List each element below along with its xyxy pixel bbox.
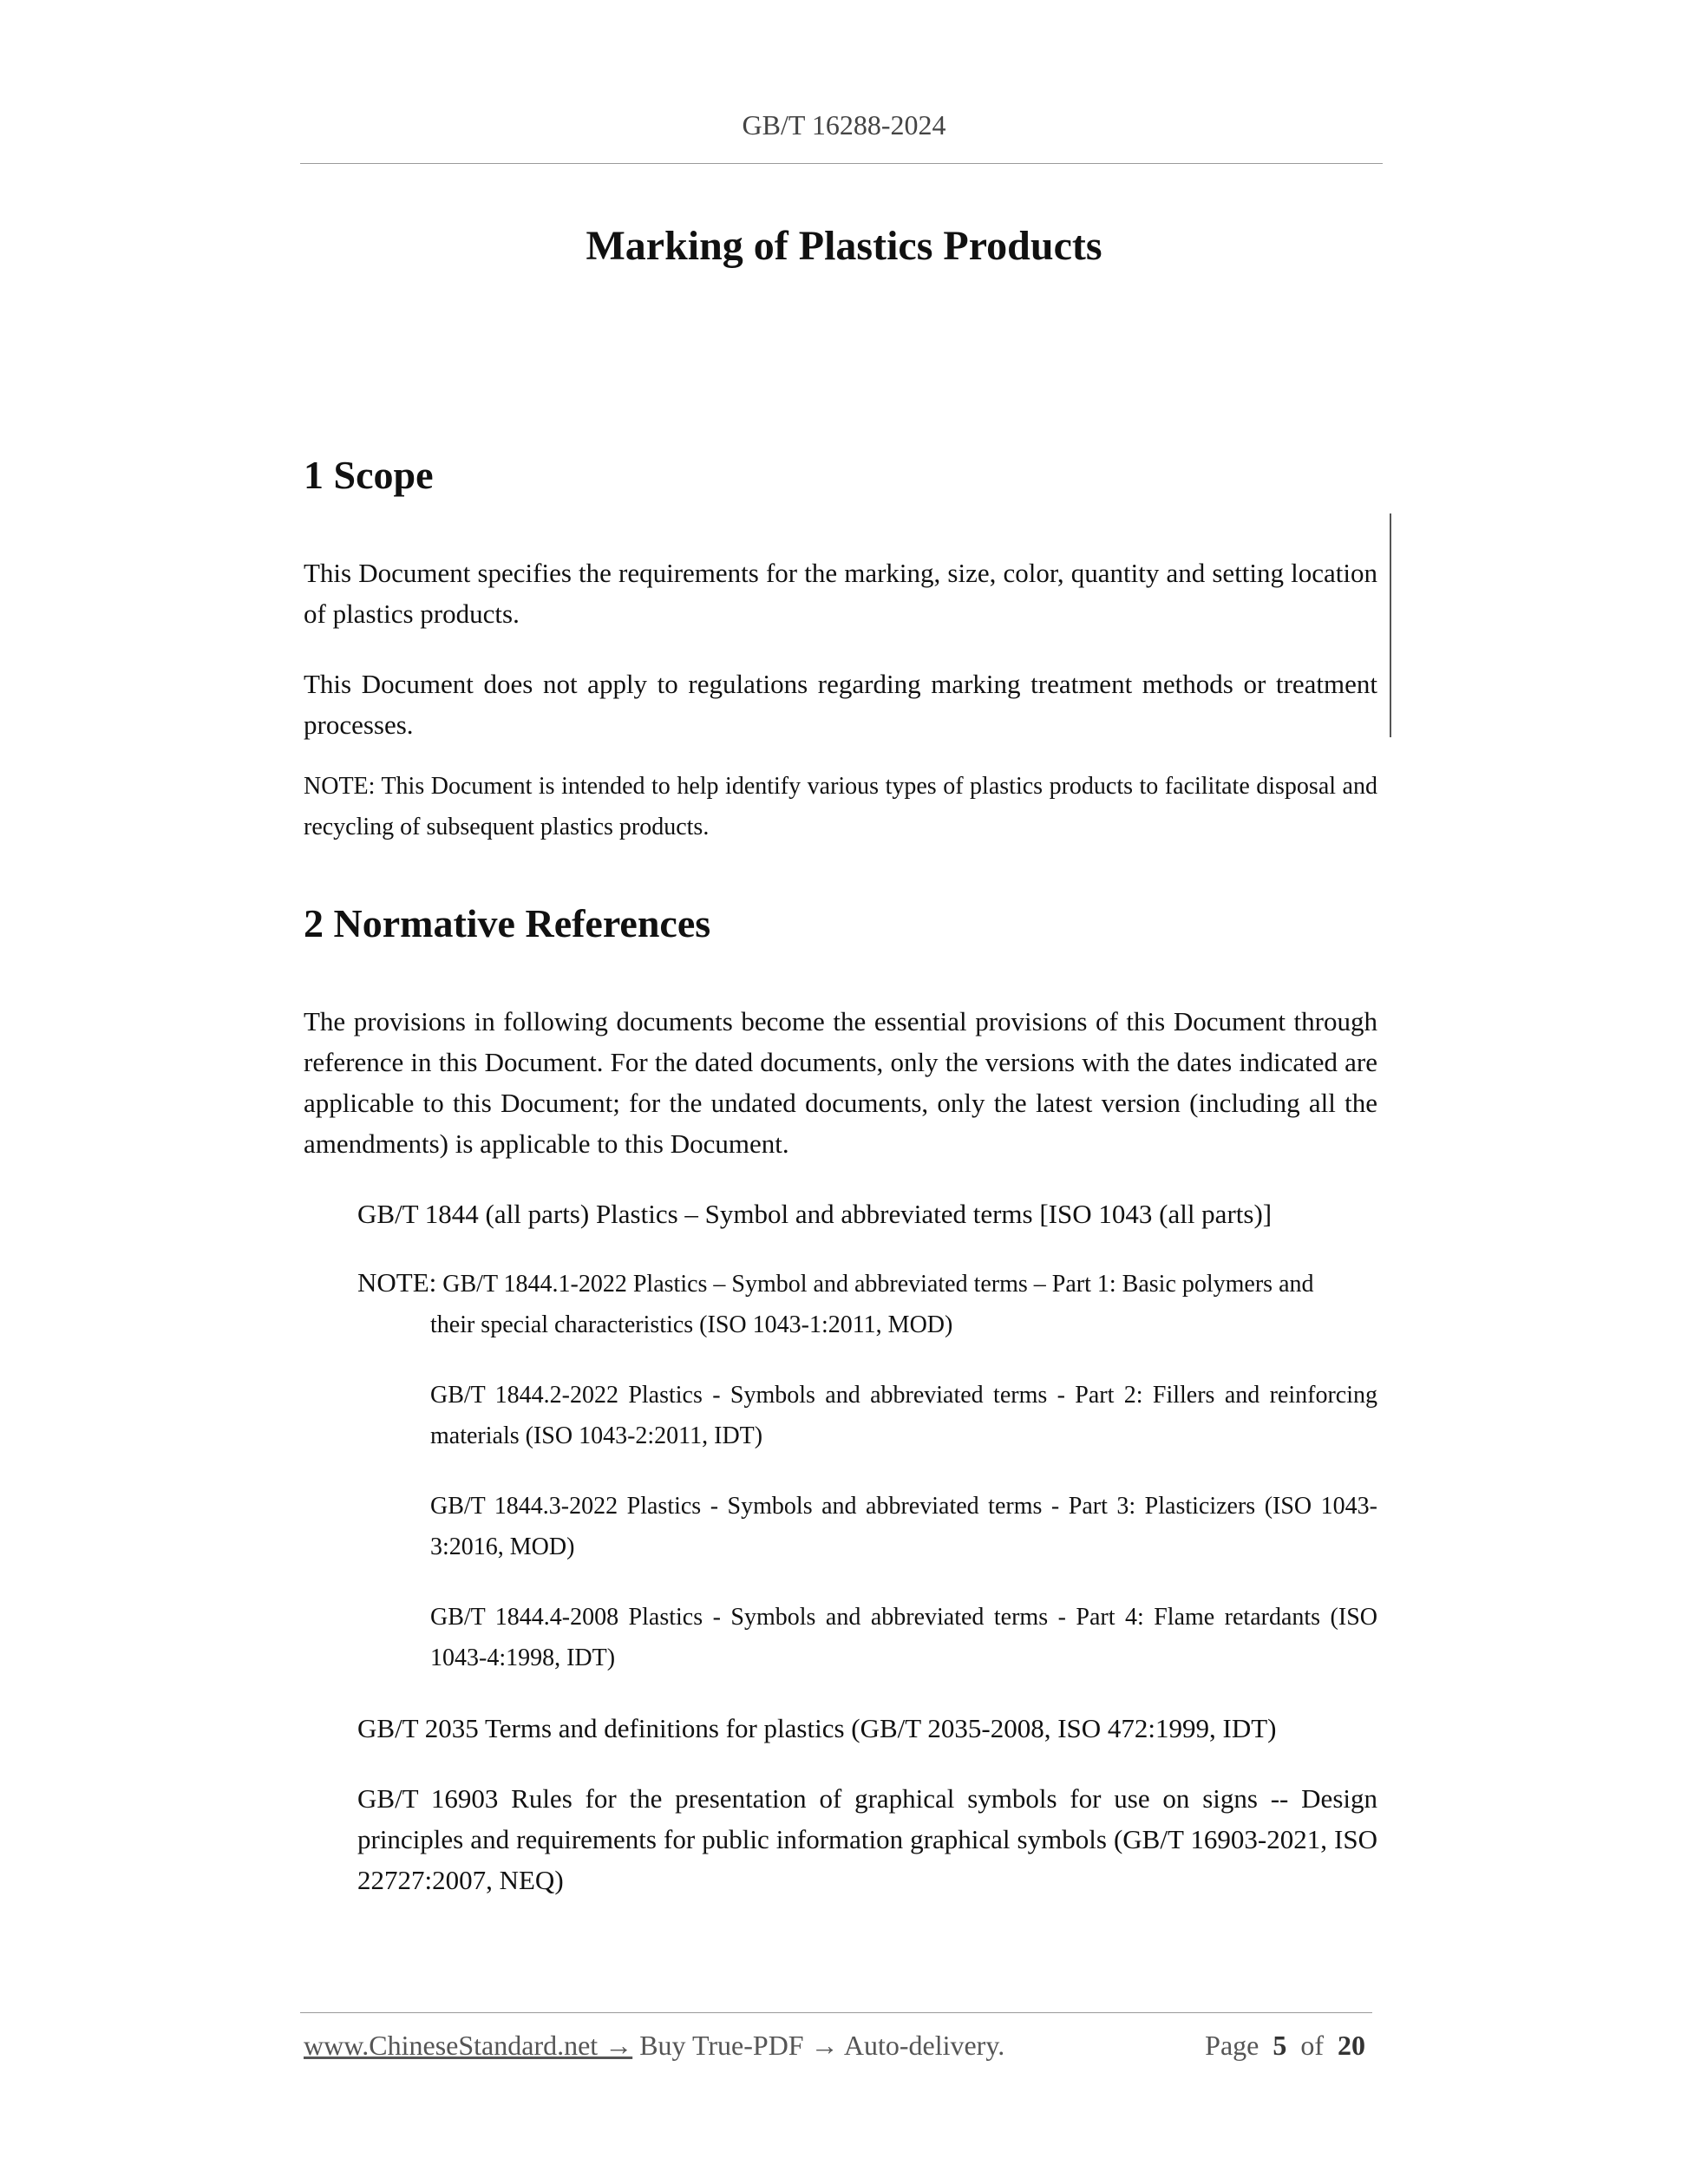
note-label: NOTE: <box>357 1267 437 1298</box>
footer-promo-text: Buy True-PDF → Auto-delivery. <box>639 2030 1005 2061</box>
footer-promo <box>304 2030 1004 2062</box>
header-doc-code: GB/T 16288-2024 <box>742 109 946 141</box>
document-body <box>304 451 1377 1900</box>
section-heading-normative-references: 2 Normative References <box>304 901 711 946</box>
scope-note: NOTE: This Document is intended to help identify various types of plastics products to facilitate disposal and recycling of subsequent plastics products. <box>304 773 1377 841</box>
reference-gbt-2035: GB/T 2035 Terms and definitions for plastics (GB/T 2035-2008, ISO 472:1999, IDT) <box>357 1713 1277 1744</box>
reference-gbt-1844: GB/T 1844 (all parts) Plastics – Symbol and abbreviated terms [ISO 1043 (all parts)] <box>357 1199 1273 1230</box>
page-of: of <box>1300 2030 1324 2061</box>
header-divider <box>300 163 1383 164</box>
page-number <box>1205 2030 1365 2062</box>
reference-note-sub-4: GB/T 1844.4-2008 Plastics - Symbols and abbreviated terms - Part 4: Flame retardants (ISO 1043-4:1998, IDT) <box>430 1604 1377 1672</box>
website-link[interactable]: www.ChineseStandard.net → <box>304 2030 633 2061</box>
reference-note <box>357 1262 1377 1345</box>
page-footer <box>304 2030 1365 2068</box>
reference-note-sub-3: GB/T 1844.3-2022 Plastics - Symbols and abbreviated terms - Part 3: Plasticizers (ISO 1043-3:2016, MOD) <box>430 1493 1377 1561</box>
page-current: 5 <box>1273 2030 1287 2061</box>
section-heading-scope: 1 Scope <box>304 453 434 497</box>
page-total: 20 <box>1338 2030 1365 2061</box>
reference-note-sub-2: GB/T 1844.2-2022 Plastics - Symbols and abbreviated terms - Part 2: Fillers and reinforcing materials (ISO 1043-2:2011, IDT) <box>430 1382 1377 1450</box>
scope-paragraph-2: This Document does not apply to regulations regarding marking treatment methods or treatment processes. <box>304 669 1377 741</box>
reference-gbt-16903: GB/T 16903 Rules for the presentation of graphical symbols for use on signs -- Design principles and requirements for public information graphical symbols (GB/T 16903-2021, ISO 22727:2007, NEQ) <box>357 1783 1377 1896</box>
note-line-2: their special characteristics (ISO 1043-1:2011, MOD) <box>430 1311 953 1339</box>
scope-paragraph-1: This Document specifies the requirements for the marking, size, color, quantity and setting location of plastics products. <box>304 558 1377 630</box>
footer-divider <box>300 2012 1372 2013</box>
section-scope <box>304 451 1377 847</box>
section-normative-references <box>304 899 1377 1900</box>
page-label: Page <box>1205 2030 1259 2061</box>
references-intro: The provisions in following documents become the essential provisions of this Document through reference in this Document. For the dated documents, only the versions with the dates indicated are applicable to this Document; for the undated documents, only the latest version (including all the amendments) is applicable to this Document. <box>304 1006 1377 1160</box>
revision-change-bar <box>1390 513 1391 737</box>
note-line-1: GB/T 1844.1-2022 Plastics – Symbol and abbreviated terms – Part 1: Basic polymers and <box>442 1271 1314 1298</box>
document-title: Marking of Plastics Products <box>586 223 1102 269</box>
